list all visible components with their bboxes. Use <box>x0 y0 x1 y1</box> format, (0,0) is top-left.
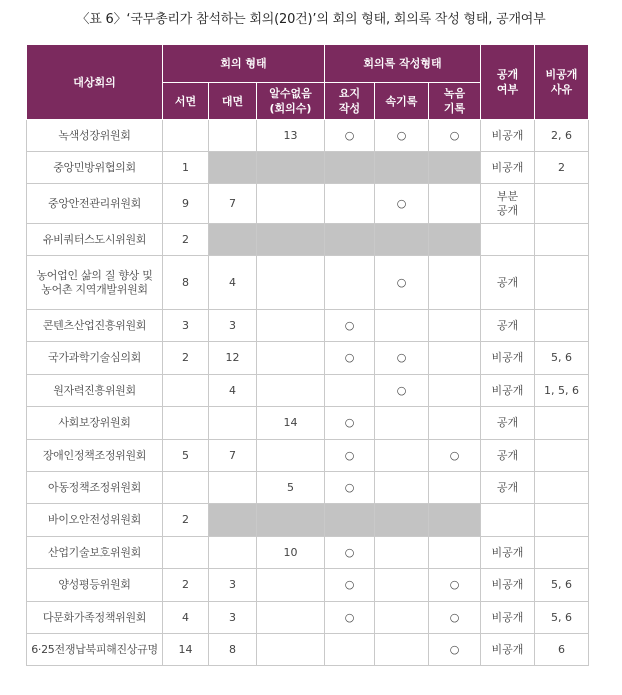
table-row <box>27 184 589 224</box>
cell-recording <box>429 375 481 407</box>
public-status: 공개 <box>496 203 519 217</box>
public-status: 비공개 <box>491 383 524 397</box>
meeting-name-cell <box>27 407 163 440</box>
cell-recording <box>429 407 481 440</box>
cell-unknown: 5 <box>257 472 325 504</box>
header-unknown-line2: (회의수) <box>269 102 312 115</box>
cell-recording <box>429 342 481 375</box>
cell-written <box>163 120 209 152</box>
meeting-name-cell <box>27 256 163 310</box>
cell-nonpublic-reason <box>535 184 589 224</box>
cell-shorthand <box>375 504 429 537</box>
meeting-name: 녹색성장위원회 <box>58 128 131 142</box>
cell-shorthand <box>375 537 429 569</box>
table-row <box>27 602 589 634</box>
header-shorthand: 속기록 <box>375 83 429 120</box>
header-nonpublic-reason <box>535 45 589 120</box>
cell-summary: ○ <box>325 537 375 569</box>
cell-in-person <box>209 537 257 569</box>
table-row <box>27 440 589 472</box>
cell-public <box>481 504 535 537</box>
header-summary-line2: 작성 <box>338 102 361 115</box>
cell-written: 4 <box>163 602 209 634</box>
cell-unknown <box>257 602 325 634</box>
cell-written <box>163 375 209 407</box>
meeting-name: 바이오안전성위원회 <box>48 513 141 526</box>
cell-recording <box>429 224 481 256</box>
meeting-name: 양성평등위원회 <box>58 578 131 591</box>
cell-summary <box>325 152 375 184</box>
cell-written <box>163 407 209 440</box>
header-recording-line2: 기록 <box>443 102 466 115</box>
cell-public <box>481 602 535 634</box>
meeting-name: 콘텐츠산업진흥위원회 <box>42 318 147 332</box>
cell-summary: ○ <box>325 310 375 342</box>
cell-in-person: 4 <box>209 375 257 407</box>
cell-public <box>481 569 535 602</box>
cell-public <box>481 184 535 224</box>
cell-shorthand <box>375 224 429 256</box>
header-unknown-line1: 알수없음 <box>269 87 312 100</box>
public-status: 비공개 <box>491 160 524 174</box>
cell-summary: ○ <box>325 120 375 152</box>
cell-written <box>163 537 209 569</box>
cell-public <box>481 375 535 407</box>
header-public-line2: 여부 <box>496 83 519 96</box>
cell-nonpublic-reason: 2 <box>535 152 589 184</box>
public-status: 공개 <box>496 480 519 494</box>
cell-shorthand: ○ <box>375 342 429 375</box>
table-row <box>27 407 589 440</box>
header-reason-line1: 비공개 <box>545 68 578 81</box>
cell-written: 2 <box>163 342 209 375</box>
meeting-name: 6·25전쟁납북피해진상규명 <box>31 642 158 656</box>
cell-written: 1 <box>163 152 209 184</box>
meeting-name-cell <box>27 152 163 184</box>
cell-summary: ○ <box>325 440 375 472</box>
cell-in-person: 4 <box>209 256 257 310</box>
meeting-name: 농어업인 삶의 질 향상 및 <box>36 268 153 282</box>
cell-in-person: 3 <box>209 602 257 634</box>
cell-shorthand <box>375 440 429 472</box>
cell-shorthand <box>375 310 429 342</box>
cell-summary: ○ <box>325 472 375 504</box>
table-row <box>27 634 589 666</box>
cell-unknown: 14 <box>257 407 325 440</box>
table-caption: 〈표 6〉‘국무총리가 참석하는 회의(20건)’의 회의 형태, 회의록 작성 형태, 공개여부 <box>76 12 546 27</box>
cell-in-person <box>209 472 257 504</box>
cell-in-person: 7 <box>209 440 257 472</box>
meeting-name: 국가과학기술심의회 <box>48 351 141 364</box>
public-status: 비공개 <box>491 610 524 624</box>
cell-recording: ○ <box>429 634 481 666</box>
cell-shorthand <box>375 634 429 666</box>
cell-shorthand <box>375 407 429 440</box>
cell-in-person: 3 <box>209 310 257 342</box>
cell-written <box>163 472 209 504</box>
cell-in-person: 7 <box>209 184 257 224</box>
cell-recording: ○ <box>429 440 481 472</box>
cell-public <box>481 407 535 440</box>
header-written: 서면 <box>163 83 209 120</box>
table-row <box>27 224 589 256</box>
cell-written: 9 <box>163 184 209 224</box>
cell-unknown <box>257 152 325 184</box>
cell-summary <box>325 504 375 537</box>
cell-written: 2 <box>163 224 209 256</box>
cell-recording <box>429 310 481 342</box>
header-public-line1: 공개 <box>496 68 519 81</box>
cell-recording <box>429 537 481 569</box>
cell-nonpublic-reason: 1, 5, 6 <box>535 375 589 407</box>
table-row <box>27 256 589 310</box>
meeting-name: 중앙민방위협의회 <box>53 160 136 174</box>
table-body <box>27 120 589 666</box>
meeting-name: 농어촌 지역개발위원회 <box>41 282 148 296</box>
header-recording-line1: 녹음 <box>443 87 466 100</box>
meeting-name-cell <box>27 310 163 342</box>
cell-summary <box>325 634 375 666</box>
meeting-name-cell <box>27 504 163 537</box>
meeting-name-cell <box>27 224 163 256</box>
cell-public <box>481 224 535 256</box>
meeting-name-cell <box>27 602 163 634</box>
cell-unknown <box>257 224 325 256</box>
header-unknown <box>257 83 325 120</box>
meeting-name: 산업기술보호위원회 <box>48 545 141 559</box>
cell-public <box>481 342 535 375</box>
cell-shorthand: ○ <box>375 375 429 407</box>
cell-recording <box>429 184 481 224</box>
public-status: 비공개 <box>491 642 524 656</box>
header-public <box>481 45 535 120</box>
cell-nonpublic-reason <box>535 440 589 472</box>
cell-public <box>481 440 535 472</box>
header-summary <box>325 83 375 120</box>
cell-in-person <box>209 407 257 440</box>
cell-in-person <box>209 120 257 152</box>
meeting-name-cell <box>27 342 163 375</box>
cell-shorthand: ○ <box>375 184 429 224</box>
cell-unknown <box>257 342 325 375</box>
cell-written: 3 <box>163 310 209 342</box>
meeting-name: 사회보장위원회 <box>58 416 131 429</box>
cell-recording <box>429 472 481 504</box>
cell-nonpublic-reason: 2, 6 <box>535 120 589 152</box>
cell-public <box>481 310 535 342</box>
meeting-name-cell <box>27 569 163 602</box>
meeting-name-cell <box>27 537 163 569</box>
table-row <box>27 120 589 152</box>
cell-in-person: 12 <box>209 342 257 375</box>
table-row <box>27 504 589 537</box>
cell-summary: ○ <box>325 569 375 602</box>
cell-public <box>481 120 535 152</box>
public-status: 공개 <box>496 416 519 429</box>
meeting-name-cell <box>27 472 163 504</box>
cell-unknown <box>257 634 325 666</box>
table-row <box>27 152 589 184</box>
cell-shorthand <box>375 602 429 634</box>
meeting-name-cell <box>27 440 163 472</box>
cell-in-person: 8 <box>209 634 257 666</box>
cell-in-person <box>209 504 257 537</box>
meeting-name: 다문화가족정책위원회 <box>42 610 147 624</box>
header-in-person: 대면 <box>209 83 257 120</box>
cell-summary: ○ <box>325 602 375 634</box>
cell-unknown <box>257 256 325 310</box>
table-row <box>27 569 589 602</box>
cell-shorthand <box>375 472 429 504</box>
cell-written: 8 <box>163 256 209 310</box>
meeting-name: 중앙안전관리위원회 <box>48 196 141 210</box>
cell-public <box>481 537 535 569</box>
public-status: 공개 <box>496 448 519 462</box>
cell-nonpublic-reason <box>535 310 589 342</box>
header-summary-line1: 요지 <box>338 87 361 100</box>
meeting-table <box>26 44 589 666</box>
cell-unknown <box>257 440 325 472</box>
cell-unknown: 10 <box>257 537 325 569</box>
cell-shorthand <box>375 152 429 184</box>
cell-unknown: 13 <box>257 120 325 152</box>
cell-nonpublic-reason <box>535 224 589 256</box>
cell-summary <box>325 375 375 407</box>
cell-in-person <box>209 152 257 184</box>
header-meeting-type: 회의 형태 <box>163 45 325 83</box>
meeting-name: 원자력진흥위원회 <box>53 383 136 397</box>
cell-in-person <box>209 224 257 256</box>
table-row <box>27 342 589 375</box>
cell-unknown <box>257 504 325 537</box>
cell-nonpublic-reason <box>535 504 589 537</box>
public-status: 비공개 <box>491 578 524 591</box>
cell-written: 5 <box>163 440 209 472</box>
public-status: 비공개 <box>491 351 524 364</box>
cell-recording <box>429 152 481 184</box>
cell-summary <box>325 256 375 310</box>
meeting-name-cell <box>27 120 163 152</box>
cell-recording: ○ <box>429 602 481 634</box>
table-row <box>27 310 589 342</box>
meeting-name: 아동정책조정위원회 <box>48 480 141 494</box>
cell-nonpublic-reason <box>535 472 589 504</box>
cell-nonpublic-reason: 6 <box>535 634 589 666</box>
public-status: 비공개 <box>491 128 524 142</box>
cell-shorthand: ○ <box>375 256 429 310</box>
cell-summary: ○ <box>325 342 375 375</box>
cell-nonpublic-reason: 5, 6 <box>535 342 589 375</box>
public-status: 부분 <box>496 189 519 203</box>
cell-unknown <box>257 310 325 342</box>
public-status: 공개 <box>496 275 519 289</box>
cell-recording: ○ <box>429 120 481 152</box>
cell-nonpublic-reason: 5, 6 <box>535 602 589 634</box>
cell-nonpublic-reason <box>535 256 589 310</box>
cell-public <box>481 256 535 310</box>
header-reason-line2: 사유 <box>550 83 573 96</box>
cell-recording <box>429 256 481 310</box>
header-target-meeting: 대상회의 <box>27 45 163 120</box>
cell-summary <box>325 184 375 224</box>
public-status: 공개 <box>496 318 519 332</box>
cell-unknown <box>257 569 325 602</box>
meeting-name: 유비쿼터스도시위원회 <box>42 232 147 246</box>
cell-shorthand: ○ <box>375 120 429 152</box>
meeting-name-cell <box>27 184 163 224</box>
cell-recording: ○ <box>429 569 481 602</box>
cell-recording <box>429 504 481 537</box>
cell-summary <box>325 224 375 256</box>
meeting-name-cell <box>27 375 163 407</box>
table-row <box>27 375 589 407</box>
cell-summary: ○ <box>325 407 375 440</box>
cell-public <box>481 152 535 184</box>
table-row <box>27 472 589 504</box>
header-recording <box>429 83 481 120</box>
meeting-name: 장애인정책조정위원회 <box>42 448 147 462</box>
cell-shorthand <box>375 569 429 602</box>
cell-in-person: 3 <box>209 569 257 602</box>
cell-public <box>481 634 535 666</box>
cell-unknown <box>257 375 325 407</box>
cell-public <box>481 472 535 504</box>
cell-unknown <box>257 184 325 224</box>
cell-written: 2 <box>163 504 209 537</box>
table-row <box>27 537 589 569</box>
cell-nonpublic-reason: 5, 6 <box>535 569 589 602</box>
public-status: 비공개 <box>491 545 524 559</box>
header-minutes-type: 회의록 작성형태 <box>325 45 481 83</box>
cell-written: 14 <box>163 634 209 666</box>
cell-written: 2 <box>163 569 209 602</box>
meeting-name-cell <box>27 634 163 666</box>
cell-nonpublic-reason <box>535 407 589 440</box>
cell-nonpublic-reason <box>535 537 589 569</box>
